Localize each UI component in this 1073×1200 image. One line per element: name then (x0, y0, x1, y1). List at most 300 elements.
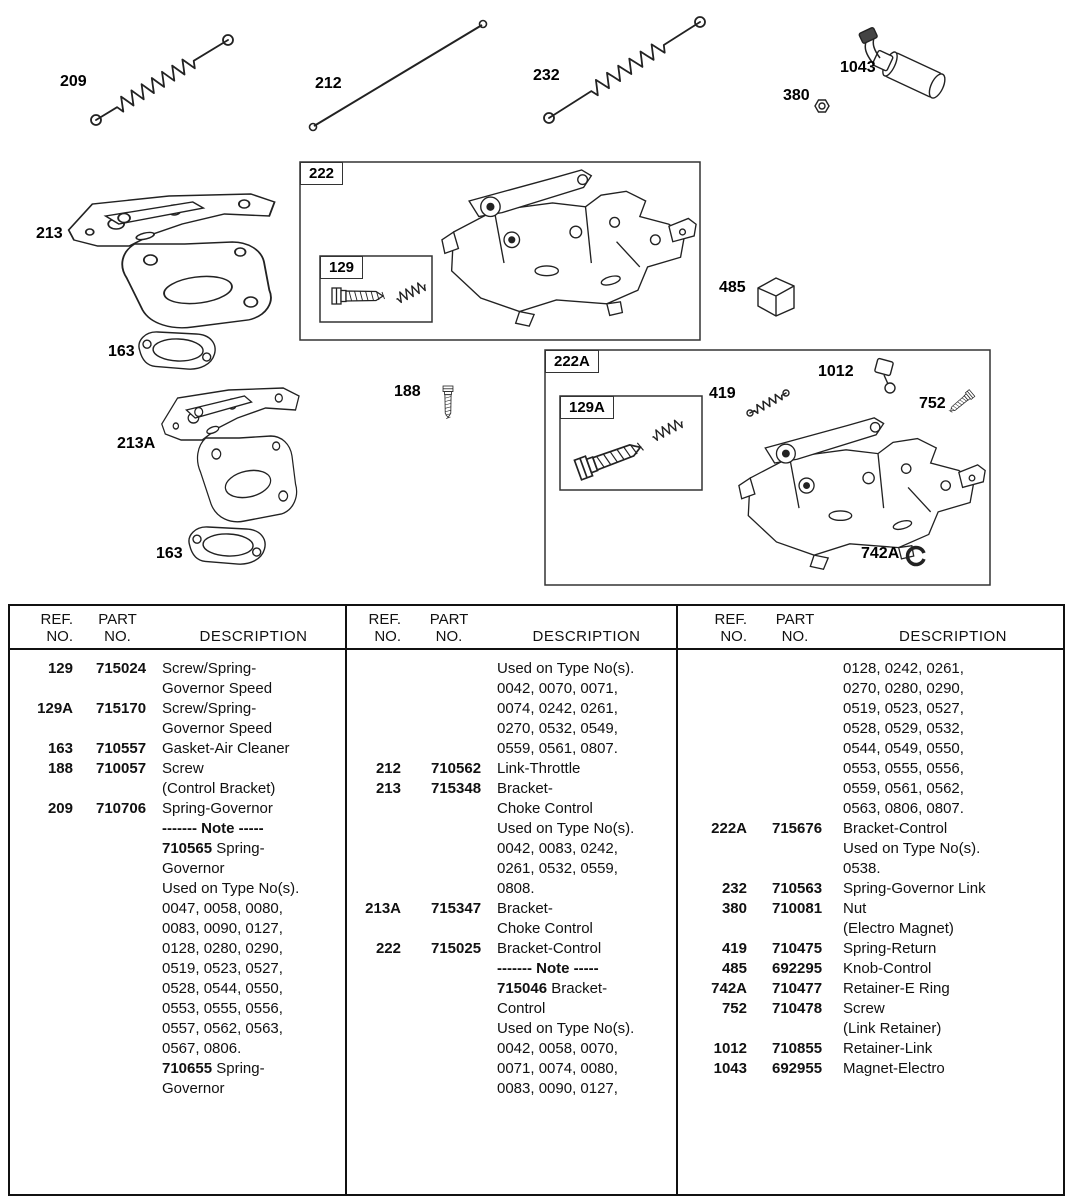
spring-129A (653, 420, 682, 440)
part-no (73, 1059, 162, 1079)
ref-no (10, 1019, 73, 1039)
parts-table-line (678, 819, 1063, 839)
parts-table-line (678, 839, 1063, 859)
ref-no (678, 719, 747, 739)
control-bracket-assembly-222 (442, 170, 696, 326)
parts-table-line (678, 779, 1063, 799)
description: Gasket-Air Cleaner (162, 740, 290, 757)
part-label-213A: 213A (117, 435, 156, 452)
description-header: DESCRIPTION (532, 628, 641, 645)
part-no (747, 919, 843, 939)
ref-no (10, 899, 73, 919)
ref-no (678, 739, 747, 759)
ref-no (678, 839, 747, 859)
ref-no: 212 (375, 760, 401, 777)
ref-no (347, 659, 401, 679)
description: 0567, 0806. (162, 1040, 242, 1057)
governor-spring-209 (91, 35, 233, 125)
description: Magnet-Electro (843, 1060, 945, 1077)
description: 0563, 0806, 0807. (843, 800, 964, 817)
parts-table-line (678, 979, 1063, 999)
parts-table-line (678, 739, 1063, 759)
ref-no (347, 799, 401, 819)
description: 0808. (497, 880, 535, 897)
spring-129 (397, 283, 425, 302)
part-no (401, 679, 497, 699)
ref-no: 129A (37, 700, 73, 717)
part-label-1012: 1012 (818, 363, 854, 380)
parts-table-line (678, 1039, 1063, 1059)
description: Used on Type No(s). (497, 1020, 635, 1037)
nut-380 (815, 100, 829, 112)
parts-table-line (347, 1019, 676, 1039)
part-no (73, 719, 162, 739)
part-no: 710855 (772, 1040, 823, 1057)
part-no: 710706 (96, 800, 147, 817)
part-no (401, 819, 497, 839)
description: 0553, 0555, 0556, (843, 760, 964, 777)
ref-no (347, 1079, 401, 1099)
description: Used on Type No(s). (843, 840, 981, 857)
description: Used on Type No(s). (162, 880, 300, 897)
parts-table-line (347, 979, 676, 999)
parts-table-line (10, 999, 345, 1019)
ref-no (347, 859, 401, 879)
ref-no: 213 (375, 780, 401, 797)
part-no (747, 1019, 843, 1039)
parts-table-line (347, 799, 676, 819)
description: 710655 Spring- (162, 1060, 265, 1077)
description: 0557, 0562, 0563, (162, 1020, 283, 1037)
ref-no (347, 879, 401, 899)
ref-no (347, 719, 401, 739)
description: Knob-Control (843, 960, 932, 977)
table-header (10, 606, 345, 650)
ref-no (347, 1059, 401, 1079)
part-no (747, 779, 843, 799)
parts-table-line (347, 739, 676, 759)
ref-no (347, 819, 401, 839)
part-no (73, 1079, 162, 1099)
ref-no-header: REF. NO. (714, 611, 747, 645)
part-label-163-bottom: 163 (156, 545, 183, 562)
ref-no: 129 (47, 660, 73, 677)
part-no: 710563 (772, 880, 823, 897)
description: 0047, 0058, 0080, (162, 900, 283, 917)
description: Governor (162, 860, 225, 877)
part-no (73, 939, 162, 959)
description: 0519, 0523, 0527, (162, 960, 283, 977)
ref-no (10, 879, 73, 899)
ref-no (347, 1019, 401, 1039)
part-no (73, 679, 162, 699)
choke-bracket-213A (162, 388, 299, 522)
part-label-232: 232 (533, 67, 560, 84)
air-cleaner-gasket-163-top (138, 326, 217, 374)
description: 0559, 0561, 0807. (497, 740, 618, 757)
ref-no (678, 679, 747, 699)
description: 0042, 0070, 0071, (497, 680, 618, 697)
part-no (401, 979, 497, 999)
part-no (401, 1059, 497, 1079)
part-no: 692295 (772, 960, 823, 977)
parts-table-line (347, 879, 676, 899)
part-no (747, 699, 843, 719)
part-no (73, 899, 162, 919)
air-cleaner-gasket-163-bottom (188, 521, 267, 569)
parts-table-line (678, 1059, 1063, 1079)
part-no (747, 839, 843, 859)
description: Governor Speed (162, 680, 273, 697)
part-no (73, 839, 162, 859)
part-no: 715347 (431, 900, 482, 917)
description: 0083, 0090, 0127, (497, 1080, 618, 1097)
parts-table-line (678, 659, 1063, 679)
ref-no (10, 1059, 73, 1079)
ref-no: 1043 (713, 1060, 747, 1077)
ref-no (347, 839, 401, 859)
ref-no: 419 (721, 940, 747, 957)
part-no (73, 819, 162, 839)
description: Retainer-Link (843, 1040, 933, 1057)
description: 0270, 0532, 0549, (497, 720, 618, 737)
table-header (347, 606, 676, 650)
parts-table-line (678, 899, 1063, 919)
description: 0042, 0058, 0070, (497, 1040, 618, 1057)
parts-table-line (678, 879, 1063, 899)
parts-table-line (347, 959, 676, 979)
parts-table-line (347, 899, 676, 919)
ref-no (347, 679, 401, 699)
callout-label-129A: 129A (560, 396, 614, 419)
part-label-188: 188 (394, 383, 421, 400)
part-no: 710475 (772, 940, 823, 957)
parts-table-line (678, 799, 1063, 819)
parts-table-line (678, 919, 1063, 939)
part-no-header: PART NO. (775, 611, 815, 645)
description: (Control Bracket) (162, 780, 276, 797)
ref-no (10, 859, 73, 879)
choke-bracket-213 (69, 194, 275, 328)
screw-129A (574, 437, 645, 480)
parts-table-line (347, 859, 676, 879)
description: Bracket-Control (843, 820, 948, 837)
description: Governor Speed (162, 720, 273, 737)
description: Spring-Governor (162, 800, 273, 817)
part-label-742A: 742A (861, 545, 900, 562)
ref-no (10, 919, 73, 939)
description: 0528, 0529, 0532, (843, 720, 964, 737)
parts-table-line (347, 1039, 676, 1059)
part-no-header: PART NO. (98, 611, 137, 645)
description: 0519, 0523, 0527, (843, 700, 964, 717)
part-no (401, 1019, 497, 1039)
description: Nut (843, 900, 867, 917)
description: Governor (162, 1080, 225, 1097)
description: Screw/Spring- (162, 660, 257, 677)
part-no: 715676 (772, 820, 823, 837)
parts-table-line (10, 919, 345, 939)
part-no: 710557 (96, 740, 147, 757)
ref-no (678, 1019, 747, 1039)
part-label-380: 380 (783, 87, 810, 104)
ref-no: 1012 (713, 1040, 747, 1057)
ref-no (347, 1039, 401, 1059)
part-no (73, 1039, 162, 1059)
return-spring-419 (747, 390, 789, 416)
description: Screw (843, 1000, 885, 1017)
parts-table-line (678, 1019, 1063, 1039)
description: Screw (162, 760, 204, 777)
description: Spring-Return (843, 940, 937, 957)
ref-no (678, 699, 747, 719)
retainer-link-1012 (874, 358, 895, 393)
ref-no (10, 719, 73, 739)
table-header (678, 606, 1063, 650)
part-no (401, 839, 497, 859)
part-label-163-top: 163 (108, 343, 135, 360)
ref-no (10, 939, 73, 959)
callout-label-222A: 222A (545, 350, 599, 373)
description: 715046 Bracket- (497, 980, 608, 997)
part-no-header: PART NO. (429, 611, 469, 645)
part-no (73, 979, 162, 999)
description: 0270, 0280, 0290, (843, 680, 964, 697)
description: 0559, 0561, 0562, (843, 780, 964, 797)
description: 0128, 0280, 0290, (162, 940, 283, 957)
parts-table-line (10, 1059, 345, 1079)
parts-table-line (347, 819, 676, 839)
parts-table-line (678, 959, 1063, 979)
part-no (73, 919, 162, 939)
description: ------- Note ----- (497, 960, 599, 977)
ref-no-header: REF. NO. (40, 611, 73, 645)
part-no (401, 659, 497, 679)
description: 0071, 0074, 0080, (497, 1060, 618, 1077)
ref-no (10, 1079, 73, 1099)
part-no: 710562 (431, 760, 482, 777)
control-knob-485 (758, 278, 794, 316)
ref-no (10, 679, 73, 699)
ref-no: 380 (721, 900, 747, 917)
ref-no: 485 (721, 960, 747, 977)
part-no: 715025 (431, 940, 482, 957)
ref-no (678, 919, 747, 939)
description: 0261, 0532, 0559, (497, 860, 618, 877)
ref-no (347, 919, 401, 939)
ref-no (10, 819, 73, 839)
ref-no: 188 (47, 760, 73, 777)
description-header: DESCRIPTION (898, 628, 1007, 645)
part-no (401, 999, 497, 1019)
part-no (73, 879, 162, 899)
description: ------- Note ----- (162, 820, 264, 837)
ref-no (678, 799, 747, 819)
ref-no: 222A (711, 820, 747, 837)
part-no (401, 799, 497, 819)
description: Retainer-E Ring (843, 980, 950, 997)
parts-table-line (10, 1019, 345, 1039)
description: Bracket-Control (497, 940, 602, 957)
parts-table-column-1 (10, 606, 345, 1194)
parts-table-line (10, 679, 345, 699)
screw-188 (443, 386, 453, 419)
table-body (678, 650, 1063, 1079)
parts-table-line (10, 879, 345, 899)
part-no (401, 719, 497, 739)
parts-table-line (10, 859, 345, 879)
parts-table-line (678, 939, 1063, 959)
table-body (347, 650, 676, 1099)
part-no: 710081 (772, 900, 823, 917)
screw-752 (947, 390, 975, 415)
parts-table-line (347, 1059, 676, 1079)
description: (Electro Magnet) (843, 920, 954, 937)
parts-table-line (10, 739, 345, 759)
description: 0083, 0090, 0127, (162, 920, 283, 937)
part-no: 715348 (431, 780, 482, 797)
screw-129 (332, 288, 385, 304)
ref-no (678, 659, 747, 679)
ref-no (10, 1039, 73, 1059)
part-no: 710477 (772, 980, 823, 997)
ref-no (347, 979, 401, 999)
parts-table-line (10, 819, 345, 839)
parts-table-line (10, 719, 345, 739)
parts-table-line (347, 919, 676, 939)
parts-table-column-3 (676, 606, 1063, 1194)
callout-label-129: 129 (320, 256, 363, 279)
description: 0544, 0549, 0550, (843, 740, 964, 757)
part-label-212: 212 (315, 75, 342, 92)
description: Link-Throttle (497, 760, 581, 777)
ref-no (10, 959, 73, 979)
parts-table-line (10, 799, 345, 819)
description: Used on Type No(s). (497, 820, 635, 837)
part-no (73, 779, 162, 799)
part-label-485: 485 (719, 279, 746, 296)
description: (Link Retainer) (843, 1020, 942, 1037)
description: Bracket- (497, 900, 553, 917)
part-no (73, 1019, 162, 1039)
parts-table-line (10, 1039, 345, 1059)
description: 0528, 0544, 0550, (162, 980, 283, 997)
ref-no: 752 (721, 1000, 747, 1017)
part-no (401, 1039, 497, 1059)
part-no (747, 759, 843, 779)
part-no (401, 859, 497, 879)
ref-no: 742A (711, 980, 747, 997)
ref-no-header: REF. NO. (368, 611, 401, 645)
part-label-1043: 1043 (840, 59, 876, 76)
description: Used on Type No(s). (497, 660, 635, 677)
ref-no: 232 (721, 880, 747, 897)
ref-no: 209 (47, 800, 73, 817)
parts-table (8, 604, 1065, 1196)
ref-no (10, 839, 73, 859)
table-body (10, 650, 345, 1099)
parts-table-line (347, 759, 676, 779)
parts-table-line (347, 839, 676, 859)
parts-table-line (10, 979, 345, 999)
parts-table-line (10, 759, 345, 779)
description: Choke Control (497, 920, 593, 937)
parts-table-line (678, 759, 1063, 779)
description: 0042, 0083, 0242, (497, 840, 618, 857)
part-no (747, 659, 843, 679)
parts-table-line (347, 699, 676, 719)
ref-no (678, 779, 747, 799)
part-no: 715170 (96, 700, 147, 717)
description: Spring-Governor Link (843, 880, 986, 897)
description: Screw/Spring- (162, 700, 257, 717)
ref-no (10, 999, 73, 1019)
parts-table-line (10, 1079, 345, 1099)
part-no: 692955 (772, 1060, 823, 1077)
parts-table-line (10, 939, 345, 959)
parts-table-line (10, 839, 345, 859)
ref-no (347, 739, 401, 759)
description: 0074, 0242, 0261, (497, 700, 618, 717)
parts-table-line (347, 659, 676, 679)
governor-link-spring-232 (544, 17, 705, 123)
parts-table-column-2 (345, 606, 676, 1194)
part-label-209: 209 (60, 73, 87, 90)
description: Bracket- (497, 780, 553, 797)
description: Control (497, 1000, 546, 1017)
parts-table-line (10, 959, 345, 979)
parts-table-line (10, 779, 345, 799)
parts-table-line (347, 939, 676, 959)
part-no (401, 879, 497, 899)
ref-no: 163 (47, 740, 73, 757)
parts-table-line (347, 779, 676, 799)
callout-label-222: 222 (300, 162, 343, 185)
part-no (401, 919, 497, 939)
parts-table-line (678, 999, 1063, 1019)
description: 0538. (843, 860, 881, 877)
description: Choke Control (497, 800, 593, 817)
part-no (73, 999, 162, 1019)
parts-table-line (10, 659, 345, 679)
parts-table-line (10, 899, 345, 919)
parts-table-line (347, 1079, 676, 1099)
part-no (401, 699, 497, 719)
part-no: 710478 (772, 1000, 823, 1017)
parts-table-line (347, 719, 676, 739)
ref-no (10, 779, 73, 799)
ref-no: 213A (365, 900, 401, 917)
ref-no: 222 (375, 940, 401, 957)
ref-no (347, 699, 401, 719)
parts-table-line (678, 719, 1063, 739)
part-no (747, 859, 843, 879)
part-no (73, 959, 162, 979)
part-no (401, 1079, 497, 1099)
ref-no (678, 859, 747, 879)
description-header: DESCRIPTION (199, 628, 308, 645)
description: 710565 Spring- (162, 840, 265, 857)
part-no (401, 959, 497, 979)
part-no (747, 719, 843, 739)
part-no (73, 859, 162, 879)
ref-no (678, 759, 747, 779)
description: 0553, 0555, 0556, (162, 1000, 283, 1017)
part-no (401, 739, 497, 759)
parts-table-line (678, 679, 1063, 699)
description: 0128, 0242, 0261, (843, 660, 964, 677)
part-label-419: 419 (709, 385, 736, 402)
